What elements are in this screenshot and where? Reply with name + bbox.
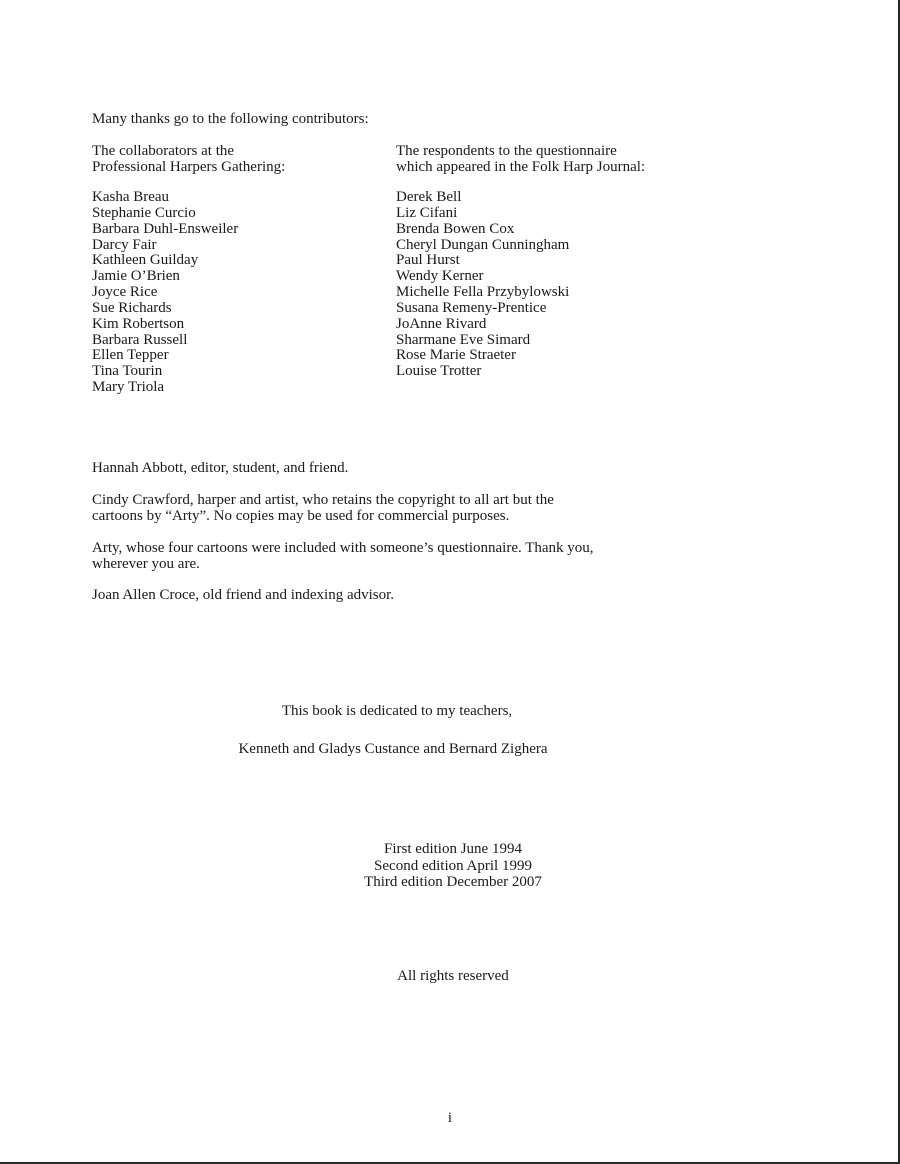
right-heading-line-2: which appeared in the Folk Harp Journal:	[396, 159, 646, 175]
list-item: JoAnne Rivard	[396, 315, 487, 332]
dedication-line-2: Kenneth and Gladys Custance and Bernard Zighera	[238, 741, 548, 757]
edition-line: Second edition April 1999	[374, 857, 532, 874]
editions-block	[0, 841, 900, 891]
list-item: Rose Marie Straeter	[396, 347, 516, 364]
ack-cindy-line-1: Cindy Crawford, harper and artist, who retains the copyright to all art but the	[92, 492, 554, 508]
list-item: Barbara Duhl-Ensweiler	[92, 220, 239, 237]
ack-arty-line-1: Arty, whose four cartoons were included with someone’s questionnaire. Thank you,	[92, 540, 594, 556]
ack-arty-line-2: wherever you are.	[92, 556, 200, 572]
list-item: Louise Trotter	[396, 363, 482, 380]
edition-line: First edition June 1994	[384, 841, 522, 857]
list-item: Ellen Tepper	[92, 347, 169, 364]
ack-joan: Joan Allen Croce, old friend and indexing advisor.	[92, 587, 395, 603]
ack-cindy-line-2: cartoons by “Arty”. No copies may be used for commercial purposes.	[92, 508, 510, 524]
list-item: Darcy Fair	[92, 236, 157, 253]
respondents-list	[396, 190, 569, 380]
ack-hannah: Hannah Abbott, editor, student, and friend.	[92, 460, 349, 476]
list-item: Kathleen Guilday	[92, 252, 199, 269]
list-item: Brenda Bowen Cox	[396, 220, 515, 237]
right-column-heading	[396, 143, 645, 175]
list-item: Derek Bell	[396, 189, 462, 205]
list-item: Kim Robertson	[92, 315, 185, 332]
page-number: i	[447, 1110, 453, 1126]
list-item: Barbara Russell	[92, 331, 188, 348]
list-item: Stephanie Curcio	[92, 204, 196, 221]
list-item: Michelle Fella Przybylowski	[396, 284, 570, 301]
ack-cindy	[92, 492, 554, 524]
dedication-line-1: This book is dedicated to my teachers,	[281, 703, 513, 719]
list-item: Wendy Kerner	[396, 268, 484, 285]
list-item: Susana Remeny-Prentice	[396, 299, 547, 316]
list-item: Jamie O’Brien	[92, 268, 180, 285]
edition-line: Third edition December 2007	[364, 874, 542, 890]
collaborators-list	[92, 190, 238, 396]
list-item: Tina Tourin	[92, 363, 163, 380]
list-item: Joyce Rice	[92, 284, 158, 301]
list-item: Mary Triola	[92, 379, 165, 396]
list-item: Cheryl Dungan Cunningham	[396, 236, 570, 253]
list-item: Sharmane Eve Simard	[396, 331, 531, 348]
left-heading-line-2: Professional Harpers Gathering:	[92, 159, 286, 175]
right-heading-line-1: The respondents to the questionnaire	[396, 143, 617, 159]
list-item: Paul Hurst	[396, 252, 460, 269]
ack-arty	[92, 540, 594, 572]
left-heading-line-1: The collaborators at the	[92, 143, 235, 159]
left-column-heading	[92, 143, 285, 175]
rights-notice: All rights reserved	[397, 968, 509, 984]
list-item: Kasha Breau	[92, 189, 170, 205]
list-item: Sue Richards	[92, 299, 172, 316]
intro-text: Many thanks go to the following contributors:	[92, 111, 369, 127]
list-item: Liz Cifani	[396, 204, 458, 221]
